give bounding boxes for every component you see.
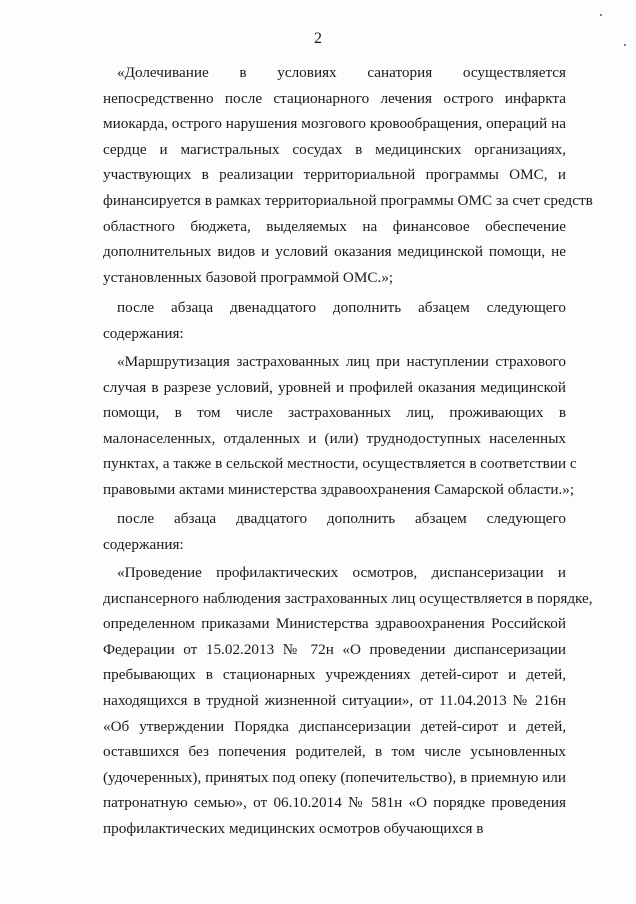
text-line: находящихся в трудной жизненной ситуации», от 11.04.2013 № 216н — [103, 691, 566, 709]
text-line: сердце и магистральных сосудах в медицинских организациях, — [103, 140, 566, 158]
text-line: пунктах, а также в сельской местности, осуществляется в соответствии с — [103, 455, 577, 473]
text-line: «Долечивание в условиях санатория осуществляется — [117, 64, 566, 81]
page-number: 2 — [314, 30, 322, 47]
text-line: участвующих в реализации территориальной программы ОМС, и — [103, 166, 566, 184]
text-line: Федерации от 15.02.2013 № 72н «О проведении диспансеризации — [103, 640, 566, 658]
text-line: после абзаца двадцатого дополнить абзацем следующего — [117, 510, 566, 527]
text-line: «Об утверждении Порядка диспансеризации детей-сирот и детей, — [103, 717, 566, 735]
text-line: помощи, в том числе застрахованных лиц, проживающих в — [103, 404, 566, 422]
text-line: областного бюджета, выделяемых на финансовое обеспечение — [103, 217, 566, 235]
paragraph-after-twelfth — [103, 295, 566, 346]
text-line: (удочеренных), принятых под опеку (попечительство), в приемную или — [103, 768, 566, 786]
text-line: диспансерного наблюдения застрахованных лиц осуществляется в порядке, — [103, 589, 593, 607]
text-line: «Маршрутизация застрахованных лиц при наступлении страхового — [117, 353, 566, 370]
paragraph-profilaktika — [103, 560, 593, 842]
text-line: содержания: — [103, 535, 184, 553]
text-line: правовыми актами министерства здравоохранения Самарской области.»; — [103, 480, 575, 498]
text-line: непосредственно после стационарного лечения острого инфаркта — [103, 89, 566, 107]
text-line: установленных базовой программой ОМС.»; — [103, 268, 394, 286]
text-line: патронатную семью», от 06.10.2014 № 581н «О порядке проведения — [103, 794, 566, 812]
scan-speck — [624, 44, 626, 46]
text-line: оставшихся без попечения родителей, в том числе усыновленных — [103, 743, 566, 761]
paragraph-dolechivanie — [103, 60, 593, 290]
text-line: дополнительных видов и условий оказания медицинской помощи, не — [103, 243, 566, 261]
text-line: после абзаца двенадцатого дополнить абзацем следующего — [117, 299, 566, 316]
text-line: малонаселенных, отдаленных и (или) труднодоступных населенных — [103, 429, 566, 447]
text-line: содержания: — [103, 324, 184, 342]
text-line: пребывающих в стационарных учреждениях детей-сирот и детей, — [103, 666, 566, 684]
paragraph-after-twentieth — [103, 506, 566, 557]
text-line: случая в разрезе условий, уровней и профилей оказания медицинской — [103, 378, 566, 396]
paragraph-marshrutizatsiya — [103, 349, 577, 503]
text-line: финансируется в рамках территориальной программы ОМС за счет средств — [103, 191, 593, 209]
text-line: определенном приказами Министерства здравоохранения Российской — [103, 615, 566, 633]
text-line: миокарда, острого нарушения мозгового кровообращения, операций на — [103, 115, 566, 133]
scan-speck — [600, 14, 602, 16]
text-line: «Проведение профилактических осмотров, диспансеризации и — [117, 564, 566, 581]
text-line: профилактических медицинских осмотров обучающихся в — [103, 819, 484, 837]
